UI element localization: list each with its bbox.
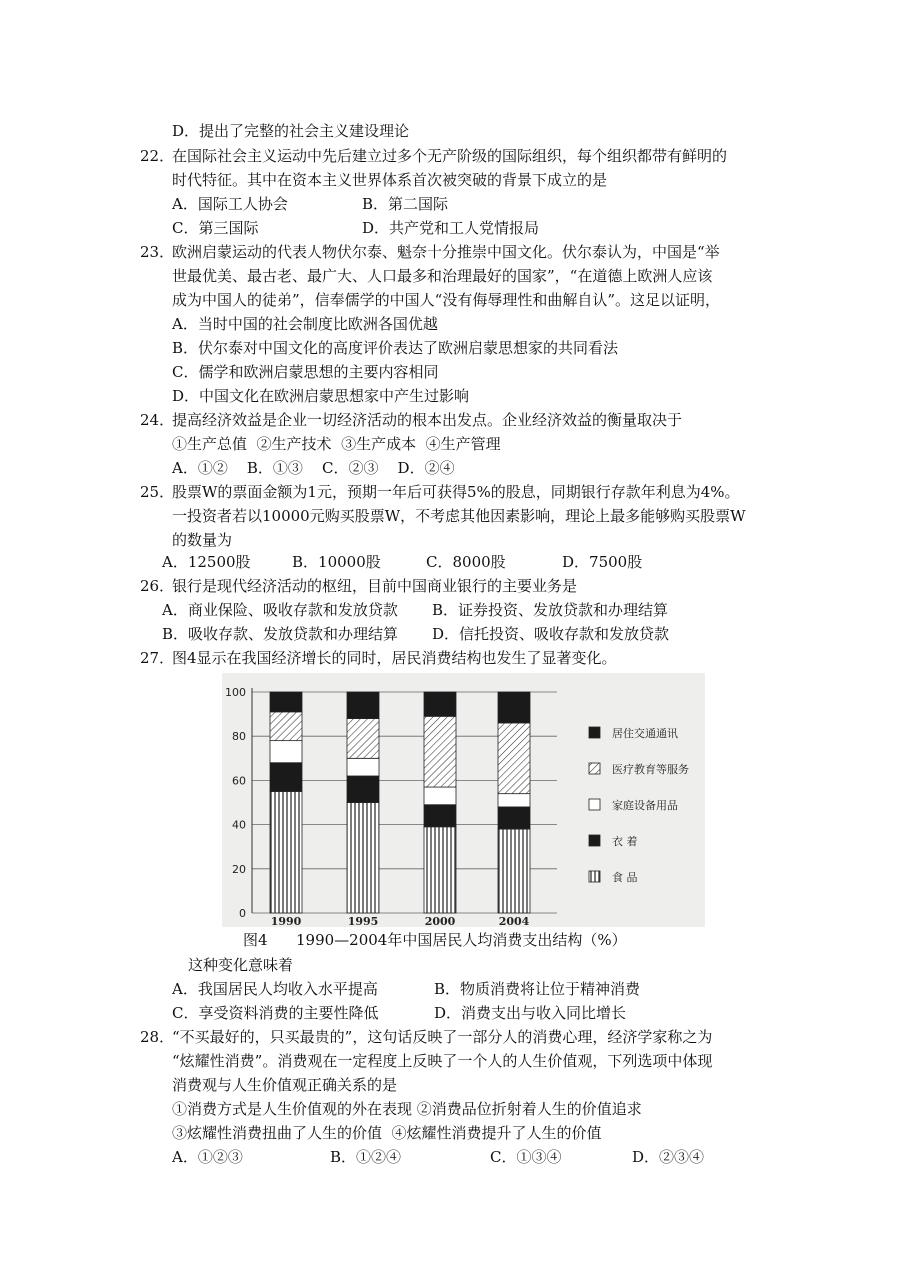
q25-option-c: C．8000股 [426, 553, 506, 571]
q27-option-b: B．物质消费将让位于精神消费 [434, 980, 641, 998]
q26-option-b2: B．吸收存款、发放贷款和办理结算 [162, 625, 399, 643]
q25-stem-line2: 一投资者若以10000元购买股票W，不考虑其他因素影响，理论上最多能够购买股票W [172, 507, 746, 525]
q27-number: 27． [140, 649, 175, 667]
bar-segment [498, 723, 530, 794]
bar-segment [270, 791, 302, 913]
q28-item-line2: ③炫耀性消费扭曲了人生的价值 ④炫耀性消费提升了人生的价值 [172, 1124, 602, 1142]
bar-segment [347, 719, 379, 759]
y-tick-label: 100 [225, 686, 246, 699]
legend-swatch [589, 799, 600, 810]
y-tick-label: 40 [232, 818, 246, 832]
q24-options: A．①② B．①③ C．②③ D．②④ [172, 459, 455, 477]
y-tick-label: 20 [232, 862, 246, 876]
q26-number: 26． [140, 577, 175, 595]
q28-option-d: D．②③④ [632, 1148, 705, 1166]
y-tick-label: 60 [232, 774, 246, 788]
q22-option-a: A．国际工人协会 [172, 195, 288, 213]
bar-segment [498, 794, 530, 807]
bar-segment [424, 787, 456, 805]
legend-label: 家庭设备用品 [612, 799, 678, 812]
q23-option-c: C．儒学和欧洲启蒙思想的主要内容相同 [172, 363, 439, 381]
q27-stem-line2: 这种变化意味着 [188, 956, 294, 974]
q27-option-c: C．享受资料消费的主要性降低 [172, 1004, 379, 1022]
q21-option-d: D．提出了完整的社会主义建设理论 [172, 122, 410, 140]
q22-option-b: B．第二国际 [362, 195, 449, 213]
q28-option-a: A．①②③ [172, 1148, 243, 1166]
q25-option-b: B．10000股 [292, 553, 381, 571]
q25-stem-line3: 的数量为 [172, 531, 233, 549]
q26-option-d: D．信托投资、吸收存款和发放贷款 [432, 625, 670, 643]
q28-option-c: C．①③④ [490, 1148, 562, 1166]
bar-segment [270, 763, 302, 792]
bar-segment [270, 712, 302, 741]
q23-option-b: B．伏尔泰对中国文化的高度评价表达了欧洲启蒙思想家的共同看法 [172, 339, 619, 357]
q22-stem-line2: 时代特征。其中在资本主义世界体系首次被突破的背景下成立的是 [172, 171, 608, 189]
bar-segment [347, 758, 379, 776]
x-tick-label: 1995 [347, 915, 379, 927]
q28-stem-line3: 消费观与人生价值观正确关系的是 [172, 1076, 398, 1094]
q26-option-b1: B．证券投资、发放贷款和办理结算 [432, 601, 669, 619]
figure-number: 图4 [243, 931, 268, 949]
q28-stem-line2: “炫耀性消费”。消费观在一定程度上反映了一个人的人生价值观，下列选项中体现 [172, 1052, 713, 1070]
q27-option-a: A．我国居民人均收入水平提高 [172, 980, 378, 998]
x-tick-label: 2000 [424, 915, 456, 927]
q28-stem-line1: “不买最好的，只买最贵的”，这句话反映了一部分人的消费心理，经济学家称之为 [172, 1028, 713, 1046]
legend-swatch [589, 835, 600, 846]
q22-option-d: D．共产党和工人党情报局 [362, 219, 540, 237]
q26-option-a: A．商业保险、吸收存款和发放贷款 [162, 601, 398, 619]
legend-swatch [589, 727, 600, 738]
q23-option-d: D．中国文化在欧洲启蒙思想家中产生过影响 [172, 387, 470, 405]
bar-segment [347, 776, 379, 803]
q24-items: ①生产总值 ②生产技术 ③生产成本 ④生产管理 [172, 435, 501, 453]
bar-segment [424, 716, 456, 787]
bar-segment [424, 805, 456, 827]
q25-stem-line1: 股票W的票面金额为1元，预期一年后可获得5%的股息，同期银行存款年利息为4%。 [172, 483, 740, 501]
q27-option-d: D．消费支出与收入同比增长 [434, 1004, 627, 1022]
legend-label: 衣 着 [612, 835, 638, 848]
bar-segment [498, 829, 530, 913]
q28-item-line1: ①消费方式是人生价值观的外在表现 ②消费品位折射着人生的价值追求 [172, 1100, 642, 1118]
bar-segment [270, 692, 302, 712]
y-tick-label: 80 [232, 730, 246, 744]
y-tick-label: 0 [239, 907, 246, 920]
bar-segment [270, 741, 302, 763]
consumption-structure-chart [222, 673, 705, 927]
legend-label: 医疗教育等服务 [612, 763, 689, 776]
bar-segment [347, 692, 379, 719]
q25-option-d: D．7500股 [562, 553, 643, 571]
q28-option-b: B．①②④ [330, 1148, 402, 1166]
legend-swatch [589, 871, 600, 882]
legend-label: 居住交通通讯 [612, 727, 678, 740]
q25-option-a: A．12500股 [162, 553, 251, 571]
bar-segment [498, 692, 530, 723]
bar-segment [498, 807, 530, 829]
q22-number: 22． [140, 147, 175, 165]
q27-stem-line1: 图4显示在我国经济增长的同时，居民消费结构也发生了显著变化。 [172, 649, 617, 667]
q22-stem-line1: 在国际社会主义运动中先后建立过多个无产阶级的国际组织，每个组织都带有鲜明的 [172, 147, 728, 165]
q22-option-c: C．第三国际 [172, 219, 259, 237]
legend-swatch [589, 763, 600, 774]
figure-caption: 1990—2004年中国居民人均消费支出结构（%） [296, 931, 627, 949]
x-tick-label: 1990 [270, 915, 302, 927]
bar-segment [424, 827, 456, 913]
q24-number: 24． [140, 411, 175, 429]
q24-stem-line1: 提高经济效益是企业一切经济活动的根本出发点。企业经济效益的衡量取决于 [172, 411, 683, 429]
x-tick-label: 2004 [498, 915, 530, 927]
q23-option-a: A．当时中国的社会制度比欧洲各国优越 [172, 315, 438, 333]
q25-number: 25． [140, 483, 175, 501]
bar-segment [424, 692, 456, 716]
q23-number: 23． [140, 243, 175, 261]
bar-segment [347, 803, 379, 914]
q23-stem-line3: 成为中国人的徒弟”，信奉儒学的中国人“没有侮辱理性和曲解自认”。这足以证明， [172, 291, 721, 309]
q26-stem-line1: 银行是现代经济活动的枢纽，目前中国商业银行的主要业务是 [172, 577, 578, 595]
q28-number: 28． [140, 1028, 175, 1046]
q23-stem-line1: 欧洲启蒙运动的代表人物伏尔泰、魁奈十分推崇中国文化。伏尔泰认为，中国是“举 [172, 243, 720, 261]
q23-stem-line2: 世最优美、最古老、最广大、人口最多和治理最好的国家”，“在道德上欧洲人应该 [172, 267, 713, 285]
legend-label: 食 品 [612, 871, 638, 884]
